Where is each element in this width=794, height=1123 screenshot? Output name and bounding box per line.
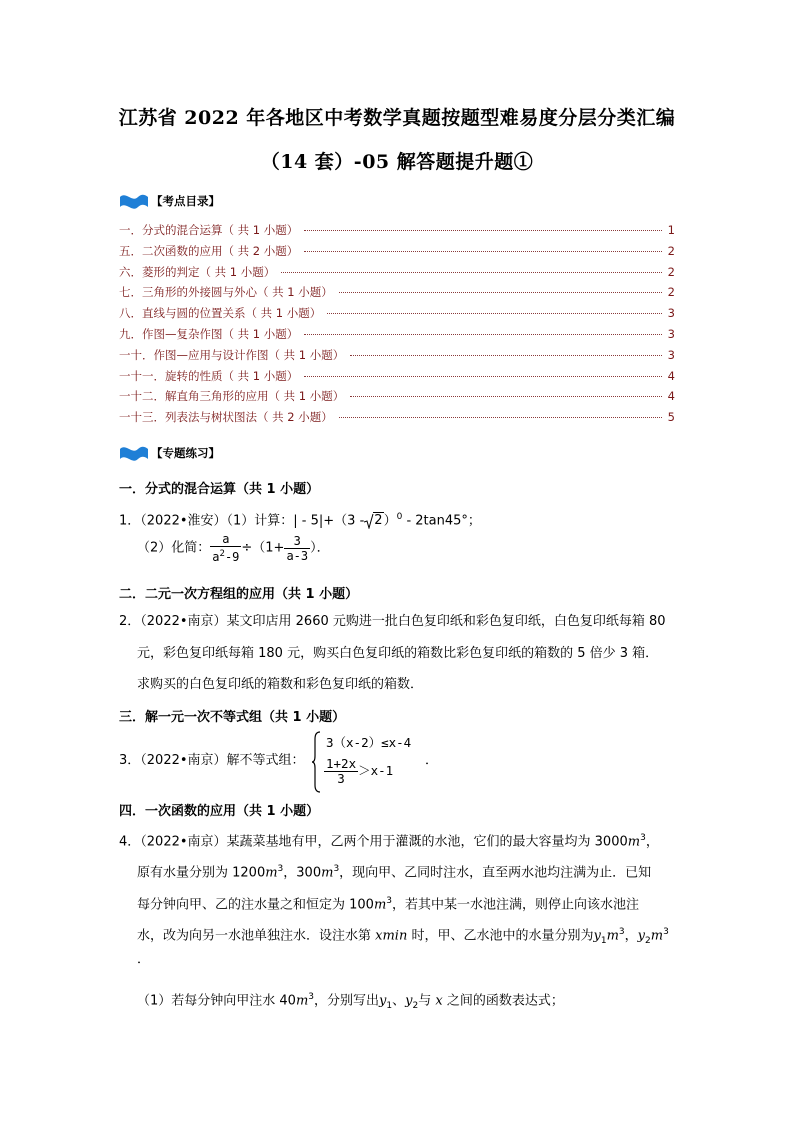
fraction-2-numerator: 3 [284,534,310,549]
toc-leader-dots [304,230,661,231]
exp-3: 3 [308,992,315,1002]
toc-entry-page: 3 [667,306,675,321]
document-title-line1: 江苏省 2022 年各地区中考数学真题按题型难易度分层分类汇编 [118,107,676,129]
fraction-2-denominator: a-3 [286,548,309,563]
toc-entry[interactable] [119,388,675,409]
frac1-den-tail: -9 [224,550,240,564]
toc-heading-label: 【考点目录】 [151,194,220,208]
var-y: y [405,993,413,1009]
exp-3: 3 [640,833,646,843]
inequality-1: 3（x-2）≤x-4 [326,735,412,750]
toc-entry-title: 一十一．旋转的性质（ 共 1 小题） [119,368,299,383]
sub-1: 1 [600,935,607,946]
frac1-den-base: a [212,550,220,564]
q1-suffix: - 2tan45°； [402,513,481,529]
var-x: x [435,993,443,1009]
toc-entry[interactable] [119,326,675,347]
toc-leader-dots [350,396,661,397]
q1-exponent: 0 [396,512,403,522]
sqrt-radicand: 2 [374,513,383,529]
sub-1: 1 [386,1000,393,1011]
toc-entry-title: 五．二次函数的应用（ 共 2 小题） [119,243,299,258]
toc-entry-page: 3 [667,326,675,341]
section-1-title: 一．分式的混合运算（共 1 小题） [119,482,320,497]
radical-icon [364,513,374,529]
unit-m: m [606,928,619,944]
q4-l4-b: 时，甲、乙水池中的水量分别为 [407,928,594,944]
toc-entry-page: 1 [667,223,675,237]
table-of-contents [119,222,675,430]
question-4-part1 [137,981,564,1022]
fraction-1-numerator: a [210,532,241,547]
q1-prefix: 1．（2022•淮安）（1）计算：| - 5|+（3 - [119,513,365,529]
q4-p1-b: ，分别写出 [314,993,380,1009]
exp-3: 3 [663,927,669,937]
section-4-title: 四．一次函数的应用（共 1 小题） [119,804,320,819]
unit-min: min [382,928,408,944]
q1-paren: ） [383,513,397,529]
toc-entry-title: 八．直线与圆的位置关系（ 共 1 小题） [119,306,322,321]
q4-l4-a: 水，改为向另一水池单独注水．设注水第 [137,928,376,944]
q1-p2-prefix: （2）化简： [137,540,211,556]
sqrt-symbol [364,505,383,537]
ribbon-icon [119,443,149,463]
toc-entry-title: 九．作图—复杂作图（ 共 1 小题） [119,326,299,341]
ineq2-denominator: 3 [337,771,345,786]
unit-m: m [373,897,387,913]
question-3-suffix: ． [425,753,439,768]
question-1-part2 [137,532,330,565]
q4-comma: ， [645,834,659,850]
toc-leader-dots [304,376,661,377]
q4-l2-b: ，300 [283,865,322,881]
toc-entry-title: 一十二．解直角三角形的应用（ 共 1 小题） [119,389,345,404]
question-3-prefix: 3．（2022•南京）解不等式组： [119,753,305,768]
toc-leader-dots [339,417,662,418]
unit-m: m [627,834,641,850]
question-2-line3: 求购买的白色复印纸的箱数和彩色复印纸的箱数． [137,677,424,692]
toc-entry-page: 2 [667,285,675,300]
inequality-2-fraction [324,757,358,786]
toc-entry[interactable] [119,264,675,285]
toc-entry[interactable] [119,243,675,264]
question-4-line2 [137,853,651,889]
practice-heading-label: 【专题练习】 [151,446,220,460]
unit-m: m [295,993,309,1009]
toc-leader-dots [304,334,661,335]
toc-entry-title: 一十．作图—应用与设计作图（ 共 1 小题） [119,347,345,362]
q4-l2-a: 原有水量分别为 1200 [137,865,266,881]
toc-entry-title: 六．菱形的判定（ 共 1 小题） [119,264,276,279]
toc-leader-dots [304,251,661,252]
toc-entry[interactable] [119,305,675,326]
ribbon-icon [119,191,149,211]
toc-entry-title: 一十三．列表法与树状图法（ 共 2 小题） [119,410,333,425]
toc-entry-page: 4 [667,368,675,383]
ineq2-numerator: 1+2x [326,756,357,771]
var-y: y [637,928,646,944]
toc-leader-dots [327,313,661,314]
toc-leader-dots [281,272,661,273]
q1-divide: ÷（1+ [241,540,285,556]
toc-entry[interactable] [119,222,675,243]
exp-3: 3 [277,864,284,874]
unit-m: m [650,928,664,944]
exp-3: 3 [618,927,625,937]
toc-entry-page: 2 [667,264,675,279]
toc-entry-page: 3 [667,347,675,362]
exp-3: 3 [386,896,393,906]
question-2-line1: 2．（2022•南京）某文印店用 2660 元购进一批白色复印纸和彩色复印纸，白色复印纸每箱 80 [119,614,666,629]
q4-l4-sep: ， [624,928,638,944]
unit-m: m [265,865,278,881]
q4-p1-d: 与 [418,993,436,1009]
brace-icon [311,731,321,793]
question-4-line4 [137,916,669,957]
sub-2: 2 [412,1000,419,1011]
toc-entry[interactable] [119,284,675,305]
toc-entry[interactable] [119,409,675,430]
q4-p1-e: 之间的函数表达式； [442,993,564,1009]
fraction-2 [284,534,310,563]
fraction-1 [210,532,241,564]
var-y: y [593,928,601,944]
frac1-den-exp: 2 [219,549,225,559]
inequality-2 [324,757,393,786]
fraction-1-denominator [210,547,241,564]
question-2-line2: 元，彩色复印纸每箱 180 元，购买白色复印纸的箱数比彩色复印纸的箱数的 5 倍少 3 箱． [137,646,659,661]
var-x: x [375,928,383,944]
toc-leader-dots [350,355,661,356]
q1-p2-suffix: ）． [310,540,330,556]
toc-entry[interactable] [119,347,675,368]
section-3-title: 三．解一元一次不等式组（共 1 小题） [119,710,346,725]
toc-entry-page: 5 [667,410,675,425]
toc-entry-title: 七．三角形的外接圆与外心（ 共 1 小题） [119,285,333,300]
q4-l3-a: 每分钟向甲、乙的注水量之和恒定为 100 [137,897,374,913]
ineq2-rest: ＞x-1 [358,763,394,778]
toc-entry[interactable] [119,368,675,389]
q4-l1-text: 4．（2022•南京）某蔬菜基地有甲，乙两个用于灌溉的水池，它们的最大容量均为 3000 [119,834,628,850]
document-title-line2: （14 套）-05 解答题提升题① [260,151,534,173]
q4-p1-a: （1）若每分钟向甲注水 40 [137,993,296,1009]
q4-l2-c: ，现向甲、乙同时注水，直至两水池均注满为止．已知 [339,865,652,881]
q4-l3-b: ，若其中某一水池注满，则停止向该水池注 [392,897,640,913]
exp-3: 3 [333,864,340,874]
section-2-title: 二．二元一次方程组的应用（共 1 小题） [119,587,359,602]
sub-2: 2 [645,935,651,946]
toc-entry-title: 一．分式的混合运算（ 共 1 小题） [119,223,299,237]
unit-m: m [321,865,334,881]
q4-p1-c: 、 [392,993,406,1009]
toc-entry-page: 4 [667,389,675,404]
var-y: y [379,993,387,1009]
question-4-line5: ． [137,952,151,967]
toc-entry-page: 2 [667,243,675,258]
toc-leader-dots [339,292,662,293]
